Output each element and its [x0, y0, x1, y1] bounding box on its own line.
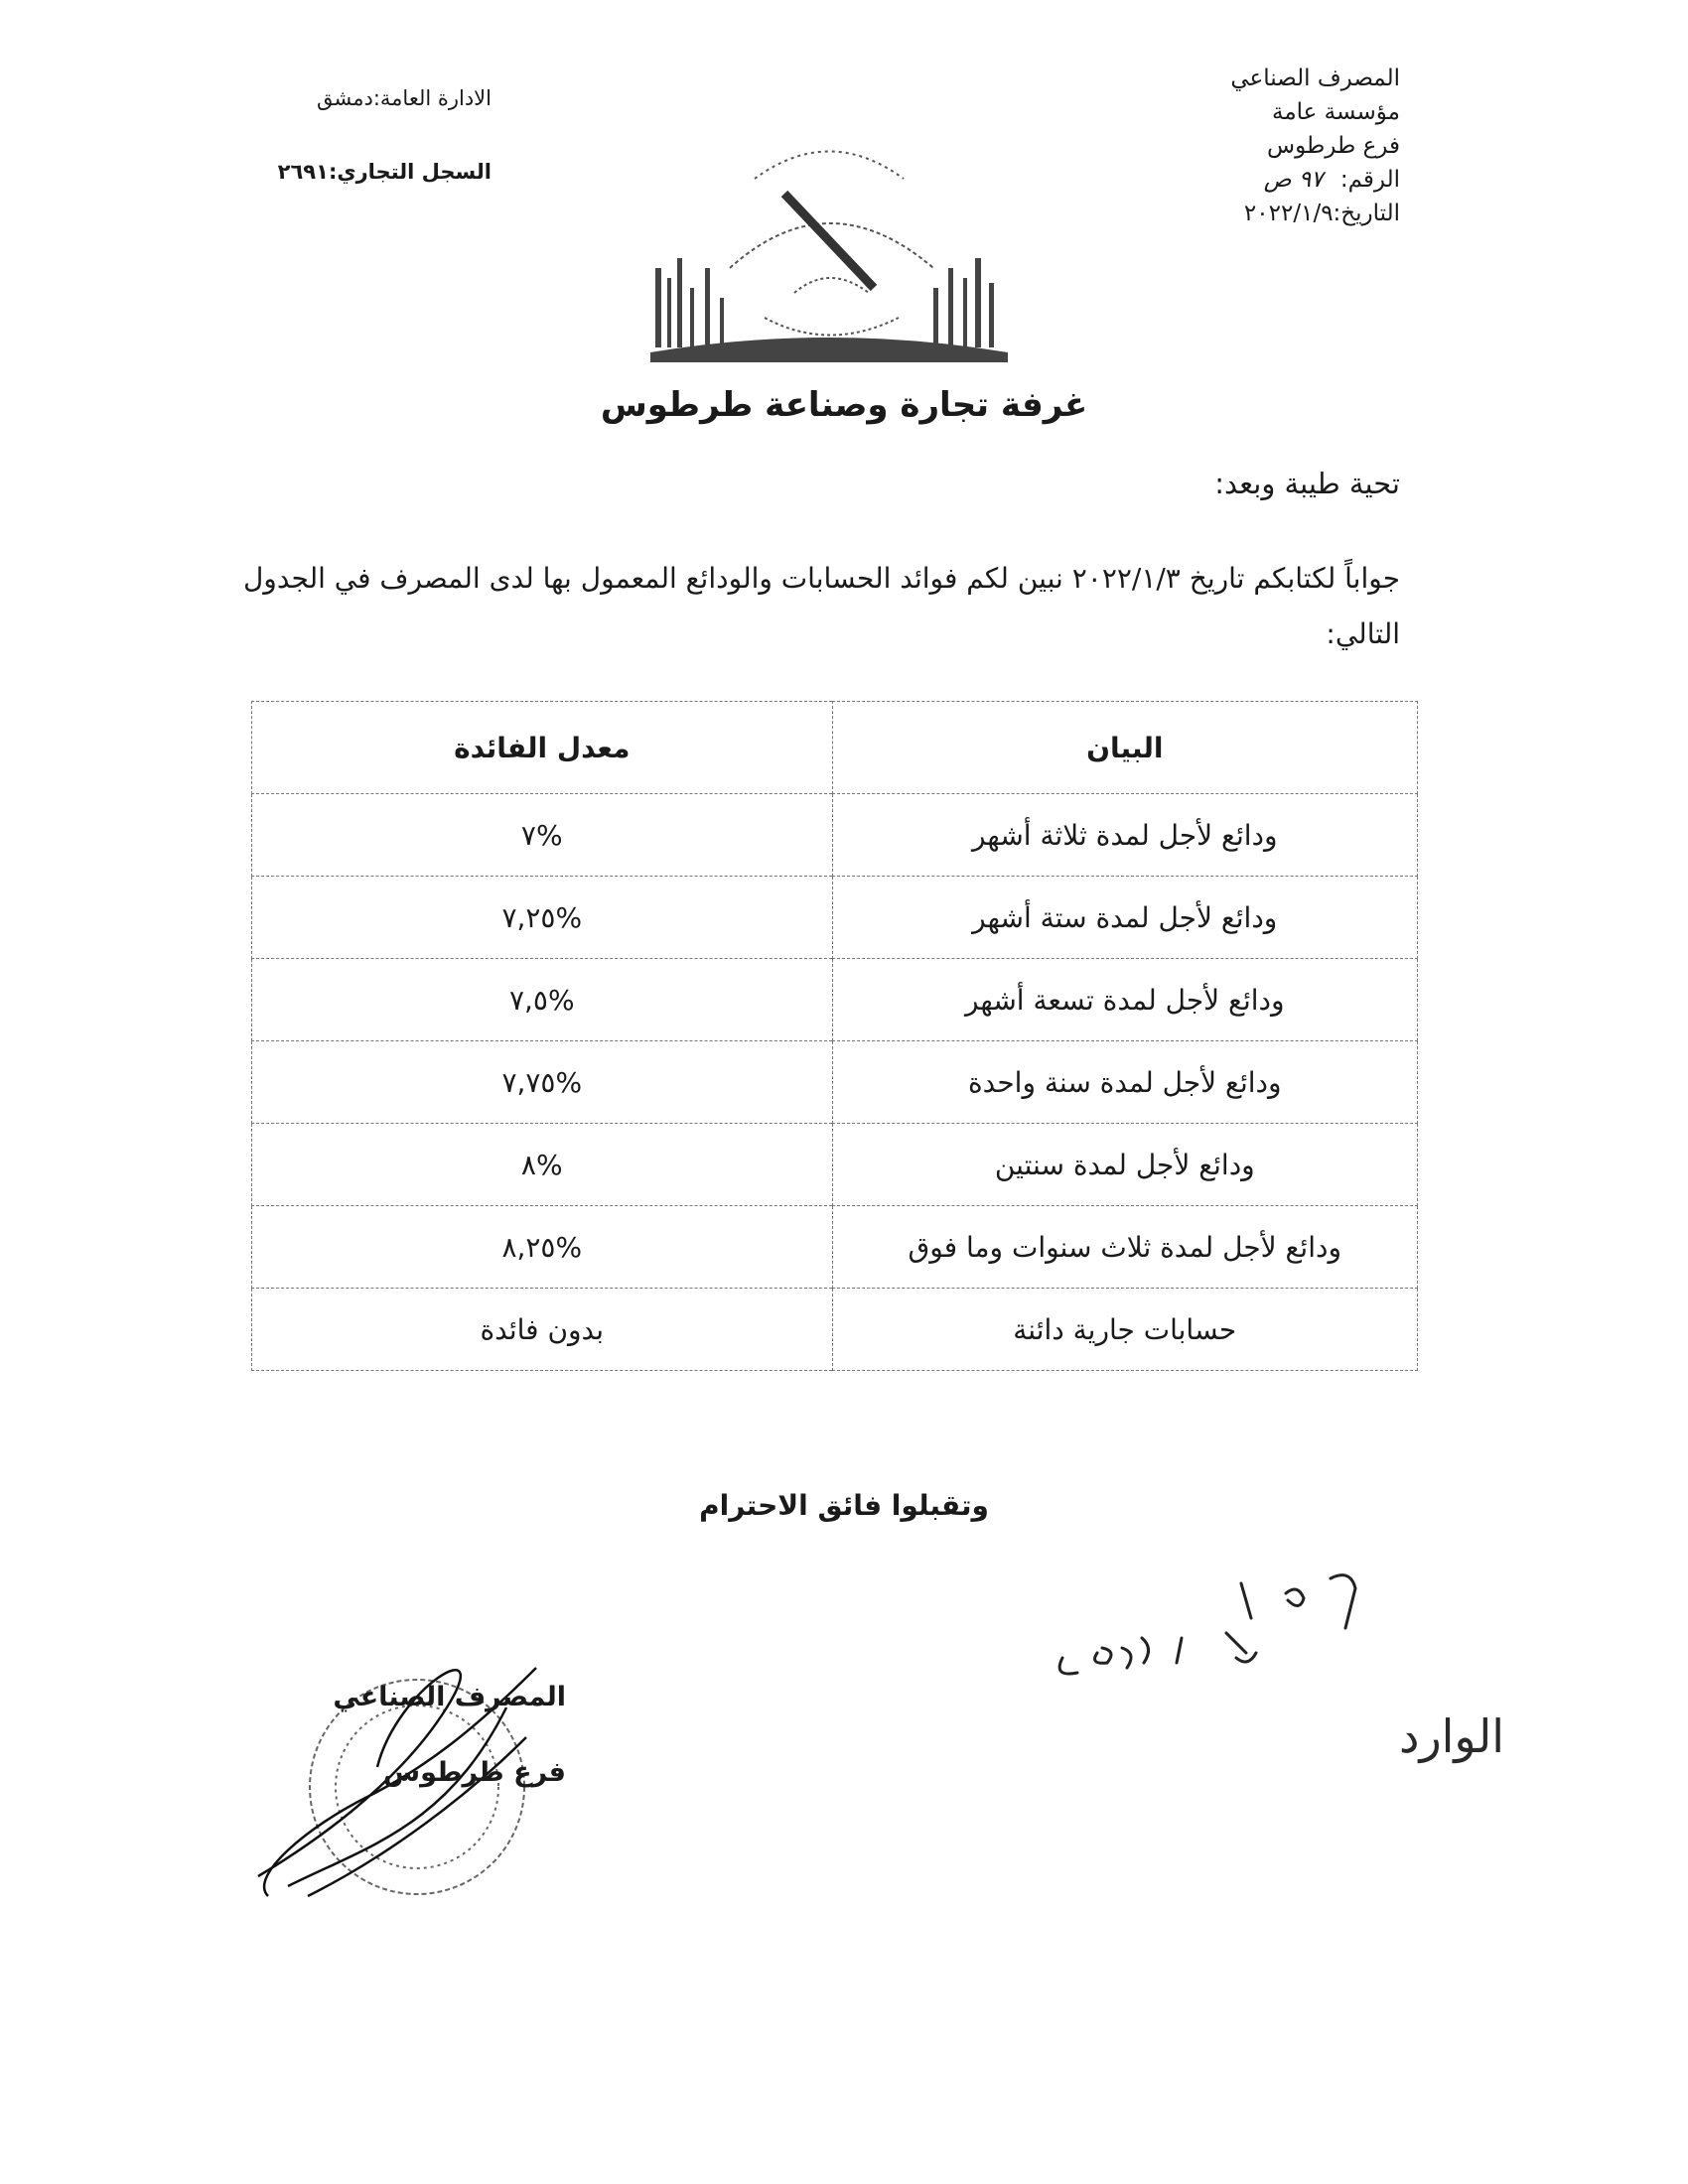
signature-block — [238, 1660, 566, 1811]
table-row — [252, 877, 1418, 959]
reference-number — [1023, 163, 1400, 197]
table-row — [252, 1206, 1418, 1289]
incoming-note: الوارد — [1398, 1709, 1504, 1763]
row-rate: %٧,٥ — [252, 959, 833, 1041]
bank-name: المصرف الصناعي — [1230, 66, 1400, 91]
bank-header — [1023, 62, 1400, 230]
reference-label: الرقم: — [1339, 167, 1400, 193]
row-description: ودائع لأجل لمدة سنة واحدة — [832, 1041, 1417, 1124]
head-office-block — [194, 81, 492, 189]
row-rate: %٧ — [252, 794, 833, 877]
row-rate: %٨ — [252, 1124, 833, 1206]
bank-logo — [635, 119, 1023, 367]
row-rate: %٧,٧٥ — [252, 1041, 833, 1124]
table-row — [252, 959, 1418, 1041]
closing-line: وتقبلوا فائق الاحترام — [699, 1489, 989, 1522]
letter-date — [1023, 197, 1400, 230]
table-row — [252, 1124, 1418, 1206]
reference-value: ٩٧ ص — [1263, 167, 1324, 193]
header-description: البيان — [832, 702, 1417, 794]
table-header-row — [252, 702, 1418, 794]
interest-rate-table — [251, 701, 1418, 1371]
body-paragraph: جواباً لكتابكم تاريخ ٢٠٢٢/١/٣ نبين لكم فوائد الحسابات والودائع المعمول بها لدى المصرف في الجدول التالي: — [242, 562, 1400, 650]
commercial-register: السجل التجاري:٢٦٩١ — [277, 160, 492, 184]
signature-bank: المصرف الصناعي — [333, 1682, 566, 1712]
table-row — [252, 794, 1418, 877]
row-description: ودائع لأجل لمدة ستة أشهر — [832, 877, 1417, 959]
row-rate: بدون فائدة — [252, 1289, 833, 1371]
row-description: ودائع لأجل لمدة ثلاثة أشهر — [832, 794, 1417, 877]
date-value: ٢٠٢٢/١/٩ — [1243, 201, 1334, 226]
row-description: ودائع لأجل لمدة ثلاث سنوات وما فوق — [832, 1206, 1417, 1289]
table-row — [252, 1041, 1418, 1124]
row-description: ودائع لأجل لمدة سنتين — [832, 1124, 1417, 1206]
signature-branch: فرع طرطوس — [382, 1757, 566, 1788]
head-office: الادارة العامة:دمشق — [316, 86, 492, 110]
row-rate: %٧,٢٥ — [252, 877, 833, 959]
greeting: تحية طيبة وبعد: — [1214, 467, 1400, 500]
handwritten-date — [1483, 1569, 1489, 1570]
header-rate: معدل الفائدة — [252, 702, 833, 794]
row-description: ودائع لأجل لمدة تسعة أشهر — [832, 959, 1417, 1041]
row-rate: %٨,٢٥ — [252, 1206, 833, 1289]
branch-name: فرع طرطوس — [1267, 133, 1400, 159]
table-row — [252, 1289, 1418, 1371]
recipient-title: غرفة تجارة وصناعة طرطوس — [600, 385, 1088, 425]
date-label: التاريخ: — [1333, 201, 1400, 226]
row-description: حسابات جارية دائنة — [832, 1289, 1417, 1371]
org-type: مؤسسة عامة — [1271, 99, 1400, 125]
